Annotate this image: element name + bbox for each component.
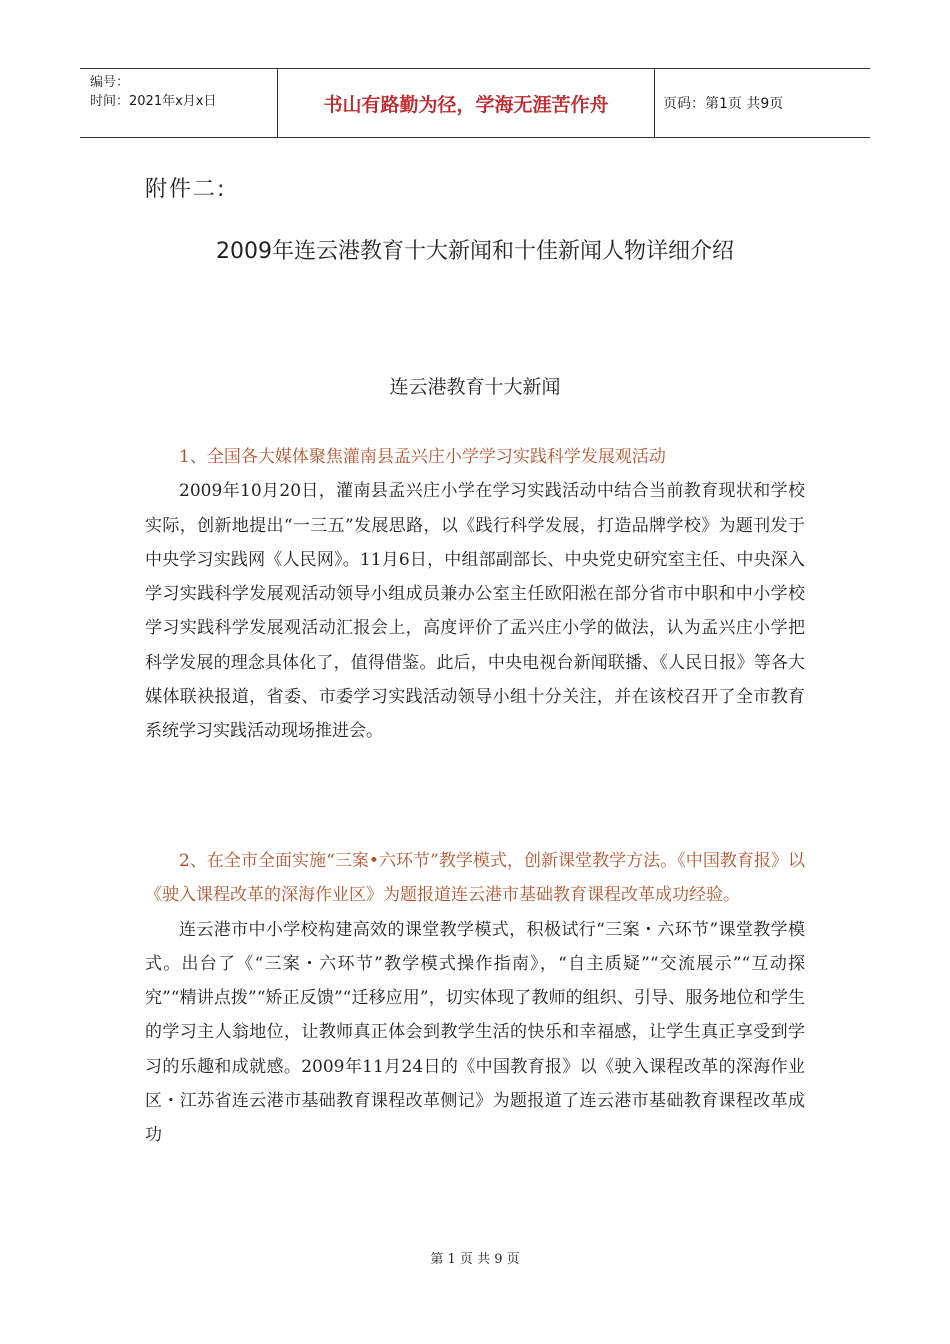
- news-item-2: [145, 844, 805, 1153]
- news-item-1: [145, 440, 805, 749]
- header-page-info: 页码：第1页 共9页: [663, 96, 784, 112]
- news-body: 2009年10月20日，灌南县孟兴庄小学在学习实践活动中结合当前教育现状和学校实际，创新地提出“一三五”发展思路，以《践行科学发展，打造品牌学校》为题刊发于中央学习实践网《人民网》。11月6日，中组部副部长、中央党史研究室主任、中央深入学习实践科学发展观活动领导小组成员兼办公室主任欧阳淞在部分省市中职和中小学校学习实践科学发展观活动汇报会上，高度评价了孟兴庄小学的做法，认为孟兴庄小学把科学发展的理念具体化了，值得借鉴。此后，中央电视台新闻联播、《人民日报》等各大媒体联袂报道，省委、市委学习实践活动领导小组十分关注，并在该校召开了全市教育系统学习实践活动现场推进会。: [145, 481, 805, 742]
- section-title: 连云港教育十大新闻: [389, 376, 561, 398]
- time-label: 时间：2021年x月x日: [90, 94, 217, 109]
- document-title: 2009年连云港教育十大新闻和十佳新闻人物详细介绍: [216, 239, 734, 264]
- document-header: [80, 68, 870, 138]
- news-body: 连云港市中小学校构建高效的课堂教学模式，积极试行“三案・六环节”课堂教学模式。出台了《“三案・六环节”教学模式操作指南》，“自主质疑”“交流展示”“互动探究”“精讲点拨”“矫正反馈”“迁移应用”，切实体现了教师的组织、引导、服务地位和学生的学习主人翁地位，让教师真正体会到教学生活的快乐和幸福感，让学生真正享受到学习的乐趣和成就感。2009年11月24日的《中国教育报》以《驶入课程改革的深海作业区・江苏省连云港市基础教育课程改革侧记》为题报道了连云港市基础教育课程改革成功: [145, 919, 805, 1146]
- annex-label: 附件二:: [145, 177, 227, 202]
- news-heading: 2、在全市全面实施“三案•六环节”教学模式，创新课堂教学方法。《中国教育报》以《驶入课程改革的深海作业区》为题报道连云港市基础教育课程改革成功经验。: [145, 851, 805, 906]
- header-meta: [80, 69, 278, 137]
- number-label: 编号：: [90, 75, 130, 90]
- news-heading: 1、全国各大媒体聚焦灌南县孟兴庄小学学习实践科学发展观活动: [179, 447, 666, 467]
- header-motto: 书山有路勤为径，学海无涯苦作舟: [278, 69, 655, 137]
- page-footer: 第 1 页 共 9 页: [430, 1252, 520, 1267]
